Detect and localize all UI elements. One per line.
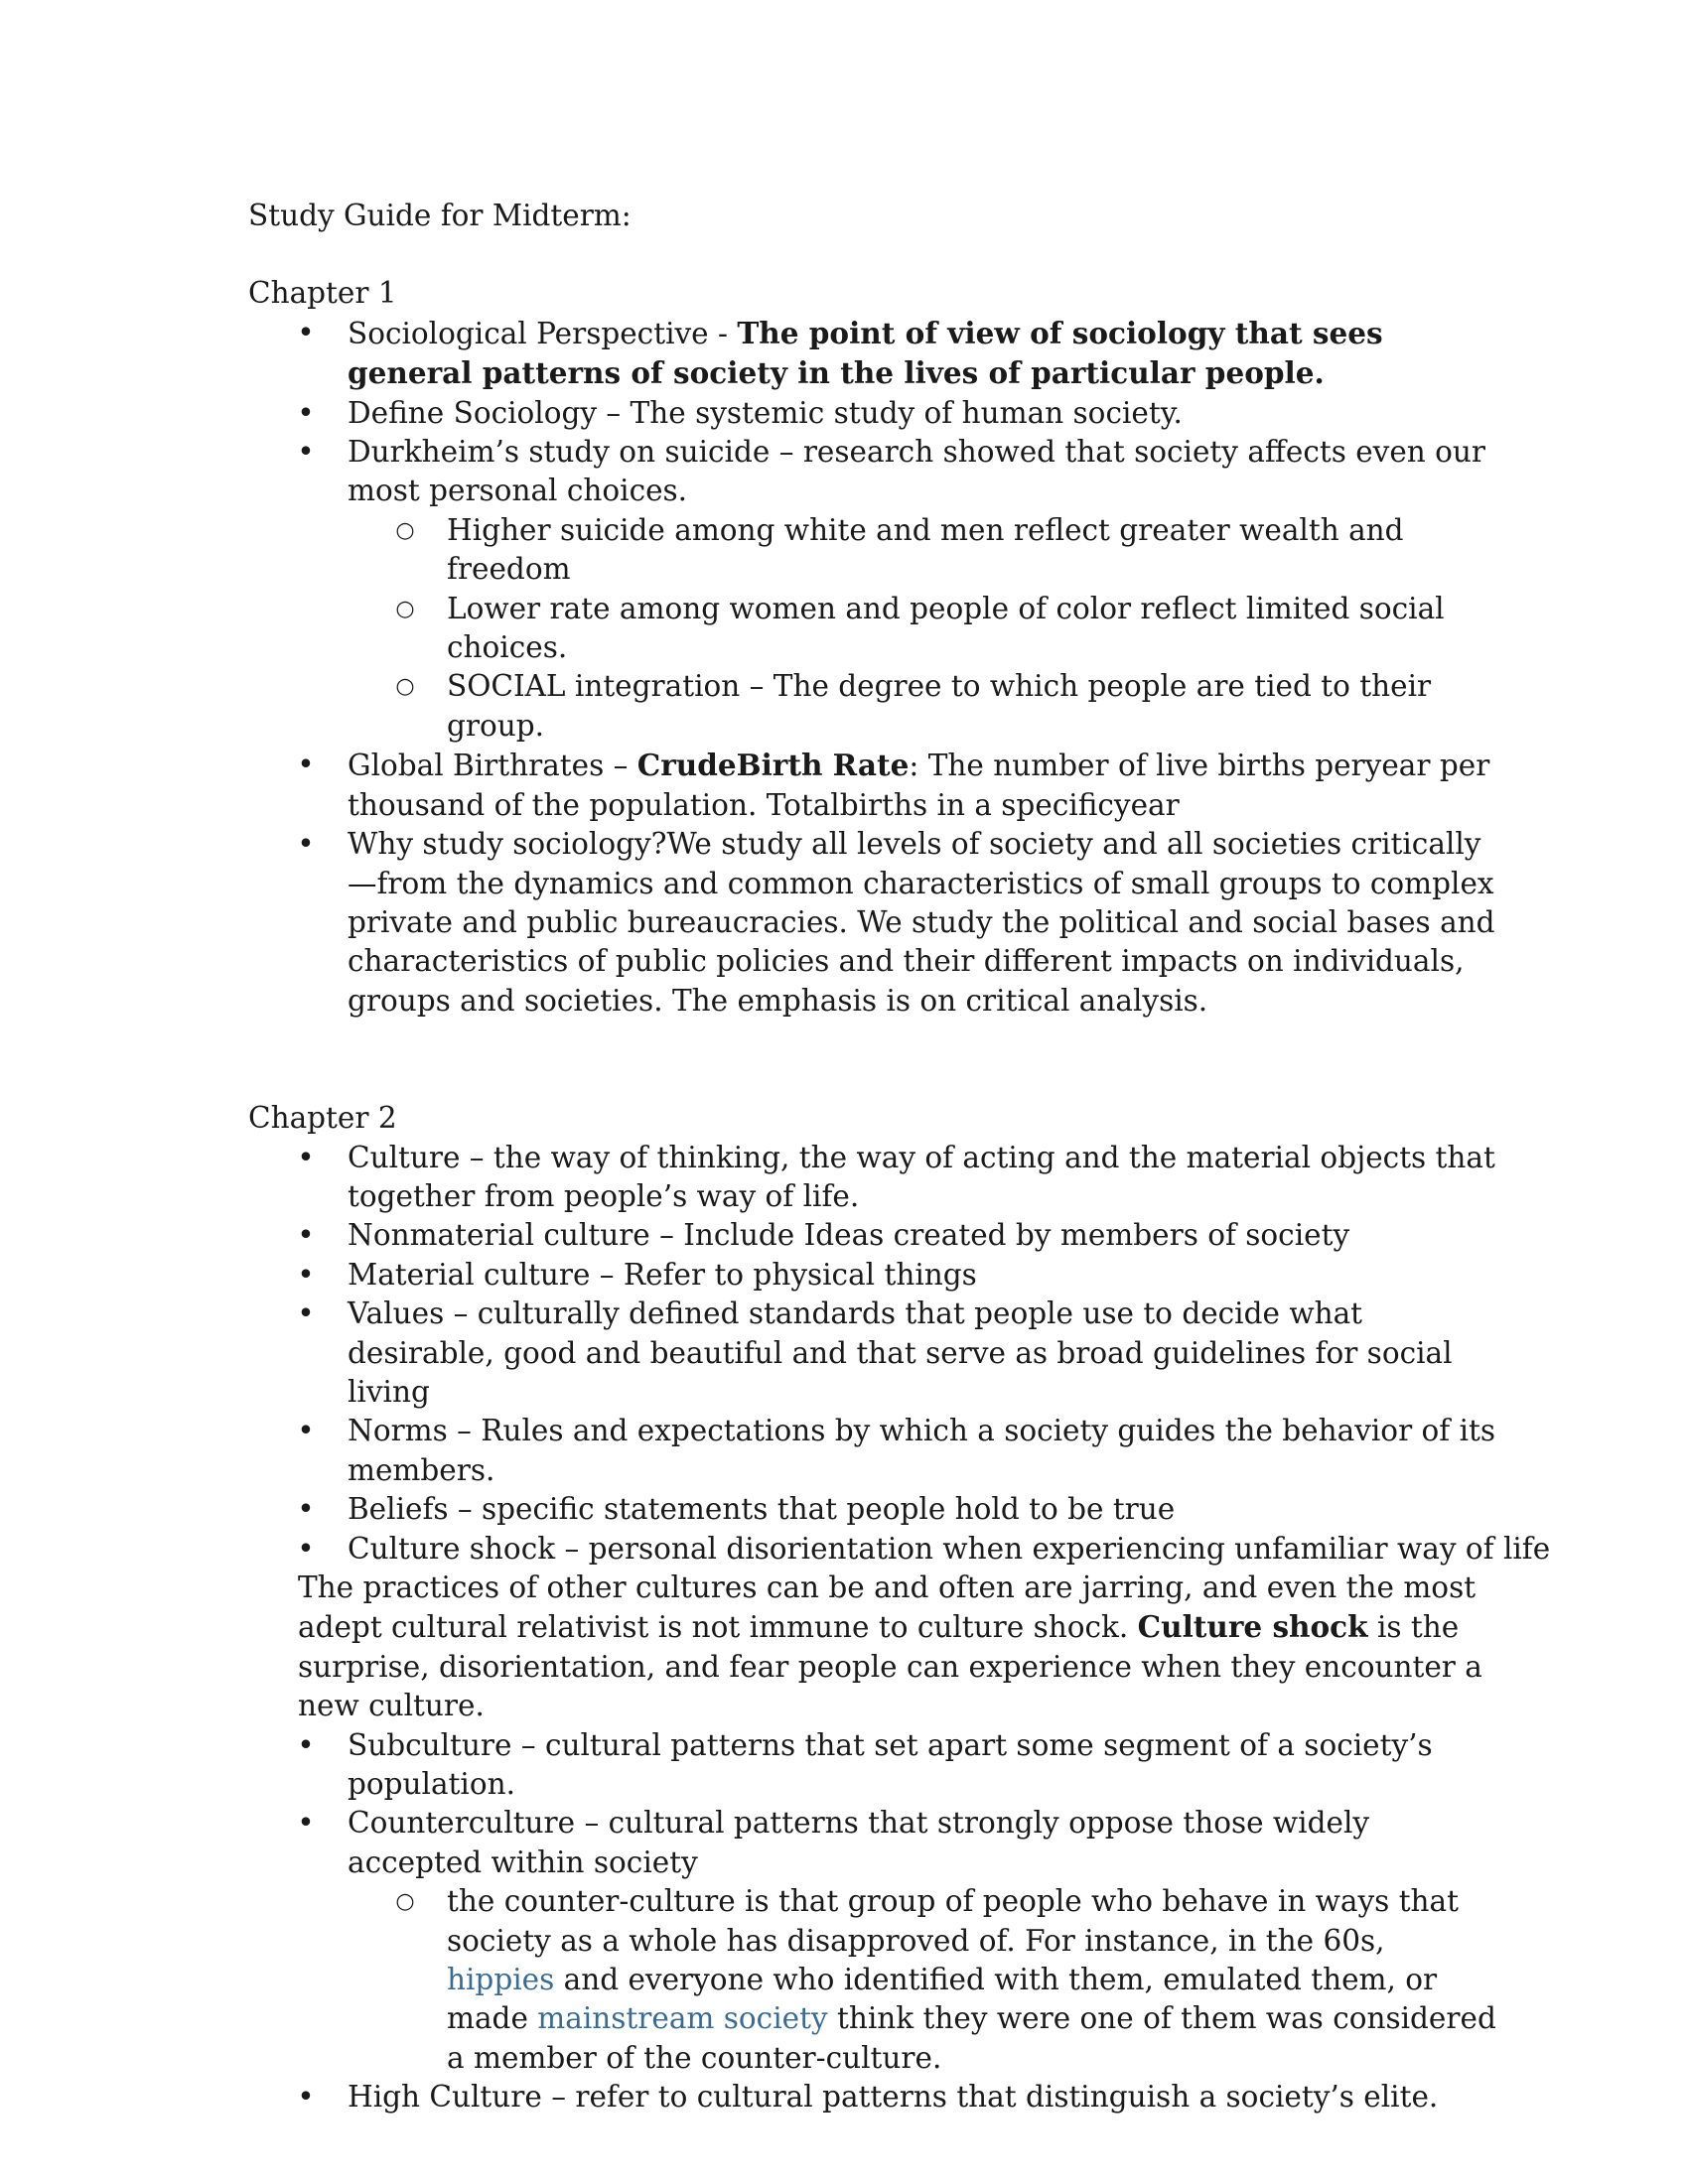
mainstream-society-link[interactable]: mainstream society (537, 2001, 828, 2036)
list-item-text: Durkheim’s study on suicide – research showed that society affects even our most personal choices. (348, 435, 1486, 508)
list-item (248, 1256, 1499, 1295)
list-item-text: Norms – Rules and expectations by which a society guides the behavior of its members. (348, 1414, 1496, 1487)
list-item (248, 2078, 1499, 2116)
bullet-icon: • (297, 395, 315, 430)
list-item (248, 1726, 1499, 1805)
list-item (248, 1804, 1499, 1882)
list-item (248, 825, 1499, 1021)
chapter-2-list-continued (248, 1726, 1499, 2117)
list-item (248, 1490, 1499, 1529)
definition-text: : The number of live births peryear per thousand of the population. Totalbirths in a specificyear (348, 749, 1490, 822)
list-item-text: High Culture – refer to cultural patterns that distinguish a society’s elite. (348, 2080, 1439, 2115)
sub-list-item (248, 511, 1499, 590)
term-label: CrudeBirth Rate (636, 748, 910, 783)
bullet-icon: • (297, 1297, 315, 1331)
bullet-icon: • (297, 1414, 315, 1448)
sub-list-item-text: Lower rate among women and people of color reflect limited social choices. (447, 591, 1445, 665)
list-item (248, 746, 1499, 825)
sub-list-item-text: and everyone who identified with them, emulated them, or made (447, 1963, 1438, 2036)
hollow-bullet-icon: ○ (395, 674, 415, 700)
hollow-bullet-icon: ○ (395, 1889, 415, 1915)
document-title: Study Guide for Midterm: (248, 199, 632, 232)
sub-list-item-text: think they were one of them was considered a member of the counter-culture. (447, 2001, 1496, 2075)
list-item (248, 1295, 1499, 1412)
sub-list-item-text: the counter-culture is that group of people who behave in ways that society as a whole has disapproved of. For instance, in the 60s, (447, 1884, 1459, 1958)
paragraph-text: The practices of other cultures can be and often are jarring, and even the most adept cultural relativist is not immune to culture shock. (298, 1570, 1477, 1645)
bullet-icon: • (297, 1257, 315, 1292)
list-item-text: Culture shock – personal disorientation when experiencing unfamiliar way of life (348, 1531, 1551, 1566)
bullet-icon: • (297, 1218, 315, 1253)
list-item (248, 433, 1499, 511)
hollow-bullet-icon: ○ (395, 596, 415, 621)
bullet-icon: • (297, 1727, 315, 1762)
bullet-icon: • (297, 1140, 315, 1174)
chapter-2-heading: Chapter 2 (248, 1101, 397, 1136)
list-item-text: Global Birthrates – (348, 749, 637, 783)
culture-shock-paragraph (248, 1569, 1499, 1726)
bullet-icon: • (297, 827, 315, 862)
sub-list-item (248, 590, 1499, 668)
list-item (248, 1530, 1551, 1569)
sub-list-item (248, 1882, 1499, 2078)
list-item (248, 394, 1499, 433)
chapter-1-heading: Chapter 1 (248, 276, 397, 311)
list-item (248, 314, 1499, 394)
definition-text: The point of view of sociology that sees general patterns of society in the lives of particular people. (348, 315, 1383, 391)
list-item-text: Why study sociology?We study all levels of society and all societies critically—from the dynamics and common characteristics of small groups to complex private and public bureaucracies. We study the political and social bases and characteristics of public policies and their different impacts on individuals, groups and societies. The emphasis is on critical analysis. (348, 827, 1495, 1018)
bullet-icon: • (297, 315, 315, 349)
sub-list-item-text: Higher suicide among white and men reflect greater wealth and freedom (447, 512, 1404, 587)
hollow-bullet-icon: ○ (395, 517, 415, 543)
sub-list-item (248, 667, 1499, 746)
paragraph-text: is the surprise, disorientation, and fear people can experience when they encounter a new culture. (298, 1610, 1482, 1723)
hippies-link[interactable]: hippies (447, 1963, 555, 1997)
list-item (248, 1139, 1499, 1217)
list-item-text: Define Sociology – The systemic study of human society. (348, 395, 1183, 430)
list-item-text: Beliefs – specific statements that people hold to be true (348, 1492, 1176, 1527)
list-item-text: Nonmaterial culture – Include Ideas created by members of society (348, 1218, 1350, 1253)
bullet-icon: • (297, 1806, 315, 1841)
list-item (248, 1216, 1499, 1255)
bullet-icon: • (297, 435, 315, 470)
bullet-icon: • (297, 1531, 315, 1566)
bullet-icon: • (297, 2080, 315, 2115)
bullet-icon: • (297, 1492, 315, 1527)
list-item-text: Values – culturally defined standards that people use to decide what desirable, good and beautiful and that serve as broad guidelines for social living (348, 1297, 1453, 1409)
term-label: Sociological Perspective - (348, 316, 738, 350)
chapter-1-list (248, 314, 1499, 1021)
list-item-text: Subculture – cultural patterns that set apart some segment of a society’s population. (348, 1727, 1433, 1802)
list-item (248, 1412, 1499, 1490)
chapter-2-list (248, 1139, 1551, 1569)
document-page (248, 197, 1551, 2117)
list-item-text: Culture – the way of thinking, the way of acting and the material objects that together from people’s way of life. (348, 1140, 1495, 1213)
bullet-icon: • (297, 748, 315, 782)
bold-term: Culture shock (1137, 1609, 1368, 1645)
list-item-text: Material culture – Refer to physical things (348, 1257, 977, 1292)
list-item-text: Counterculture – cultural patterns that strongly oppose those widely accepted within society (348, 1806, 1370, 1879)
sub-list-item-text: SOCIAL integration – The degree to which people are tied to their group. (447, 669, 1432, 743)
